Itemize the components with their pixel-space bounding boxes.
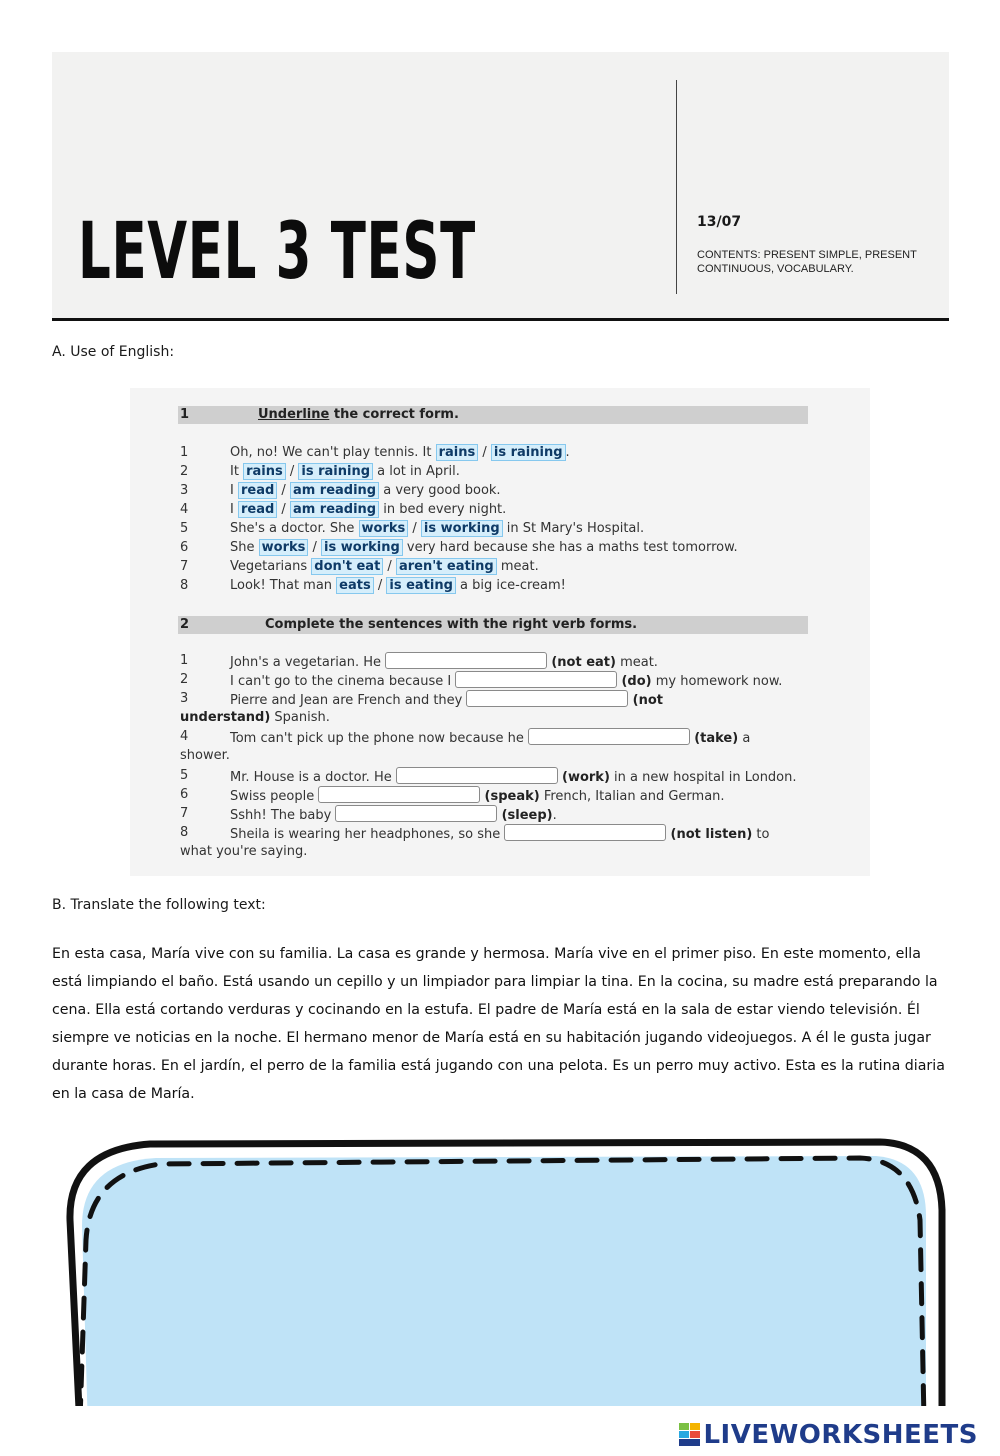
- exercise-2-item: [178, 786, 810, 804]
- exercise-2-item: [178, 671, 810, 689]
- item-text: I read / am reading a very good book.: [230, 483, 501, 498]
- item-text: It rains / is raining a lot in April.: [230, 464, 460, 479]
- verb-hint: (speak): [484, 789, 540, 804]
- exercise-2-item: [178, 652, 810, 670]
- item-number: 5: [180, 768, 189, 783]
- verb-hint: (take): [694, 731, 739, 746]
- item-text: Tom can't pick up the phone now because he (take) a: [230, 728, 750, 748]
- item-text: Mr. House is a doctor. He (work) in a new hospital in London.: [230, 767, 797, 787]
- contents-note: CONTENTS: PRESENT SIMPLE, PRESENT CONTINUOUS, VOCABULARY.: [697, 249, 917, 275]
- option-1[interactable]: eats: [336, 577, 374, 594]
- option-1[interactable]: rains: [243, 463, 286, 480]
- item-number: 2: [180, 672, 189, 687]
- item-number: 8: [180, 578, 189, 593]
- option-1[interactable]: read: [238, 482, 277, 499]
- verb-hint: (do): [621, 674, 652, 689]
- option-2[interactable]: is raining: [298, 463, 373, 480]
- item-number: 7: [180, 806, 189, 821]
- exercise-2-item: [178, 824, 810, 842]
- item-continuation: what you're saying.: [180, 844, 308, 859]
- exercise-2-item: [178, 728, 810, 746]
- verb-hint: (not: [632, 693, 663, 708]
- item-text: John's a vegetarian. He (not eat) meat.: [230, 652, 658, 672]
- verb-hint: (work): [562, 770, 610, 785]
- verb-hint: (not listen): [670, 827, 753, 842]
- verb-hint: (sleep): [501, 808, 553, 823]
- item-number: 1: [180, 653, 189, 668]
- answer-input[interactable]: [335, 805, 497, 822]
- item-text: Swiss people (speak) French, Italian and German.: [230, 786, 725, 806]
- option-2[interactable]: is working: [321, 539, 403, 556]
- answer-input[interactable]: [455, 671, 617, 688]
- option-1[interactable]: rains: [436, 444, 479, 461]
- option-2[interactable]: is working: [421, 520, 503, 537]
- answer-input[interactable]: [318, 786, 480, 803]
- item-number: 4: [180, 729, 189, 744]
- item-number: 6: [180, 787, 189, 802]
- page-title: LEVEL 3 TEST: [78, 207, 476, 297]
- exercise-1-number: 1: [180, 407, 190, 422]
- item-text: She's a doctor. She works / is working in St Mary's Hospital.: [230, 521, 645, 536]
- exercise-2-number: 2: [180, 617, 190, 632]
- option-1[interactable]: don't eat: [311, 558, 383, 575]
- item-text: She works / is working very hard because she has a maths test tomorrow.: [230, 540, 738, 555]
- exercise-1-item: [178, 482, 810, 500]
- item-text: Pierre and Jean are French and they (not: [230, 690, 663, 710]
- exercise-1-header: [178, 406, 808, 424]
- verb-hint: (not eat): [551, 655, 616, 670]
- exercise-1-item: [178, 444, 810, 462]
- exercise-2-item: [178, 767, 810, 785]
- option-1[interactable]: works: [259, 539, 309, 556]
- item-continuation: understand) Spanish.: [180, 710, 330, 725]
- answer-box-fill: [82, 1156, 926, 1410]
- answer-input[interactable]: [466, 690, 628, 707]
- exercise-1-item: [178, 539, 810, 557]
- item-number: 7: [180, 559, 189, 574]
- exercise-sheet: [130, 388, 870, 876]
- item-number: 4: [180, 502, 189, 517]
- answer-input[interactable]: [504, 824, 666, 841]
- option-1[interactable]: read: [238, 501, 277, 518]
- item-text: Oh, no! We can't play tennis. It rains / is raining .: [230, 445, 570, 460]
- option-2[interactable]: aren't eating: [396, 558, 497, 575]
- exercise-1-item: [178, 501, 810, 519]
- header-rule: [52, 318, 949, 321]
- exercise-2-item: [178, 690, 810, 708]
- section-a-heading: A. Use of English:: [52, 344, 175, 360]
- exercise-1-item: [178, 463, 810, 481]
- exercise-1-title: Underline the correct form.: [258, 407, 459, 422]
- test-date: 13/07: [697, 214, 742, 230]
- logo-grid-icon: [679, 1423, 701, 1447]
- option-2[interactable]: is eating: [386, 577, 456, 594]
- item-number: 6: [180, 540, 189, 555]
- exercise-2-item: [178, 805, 810, 823]
- answer-input[interactable]: [528, 728, 690, 745]
- item-number: 2: [180, 464, 189, 479]
- item-number: 3: [180, 691, 189, 706]
- section-b-heading: B. Translate the following text:: [52, 897, 266, 913]
- option-2[interactable]: am reading: [290, 501, 379, 518]
- item-text: I can't go to the cinema because I (do) my homework now.: [230, 671, 782, 691]
- answer-text-area[interactable]: [60, 1130, 960, 1410]
- answer-input[interactable]: [385, 652, 547, 669]
- item-number: 5: [180, 521, 189, 536]
- translation-text: En esta casa, María vive con su familia. La casa es grande y hermosa. María vive en el primer piso. En este momento, ella está limpiando el baño. Está usando un cepillo y un limpiador para limpiar la tina. En la cocina, su madre está preparando la cena. Ella está cortando verduras y cocinando en la estufa. El padre de María está en la sala de estar viendo televisión. Él siempre ve noticias en la noche. El hermano menor de María está en su habitación jugando videojuegos. A él le gusta jugar durante horas. En el jardín, el perro de la familia está jugando con una pelota. Es un perro muy activo. Esta es la rutina diaria en la casa de María.: [52, 946, 945, 1102]
- option-2[interactable]: is raining: [491, 444, 566, 461]
- item-number: 3: [180, 483, 189, 498]
- item-text: Vegetarians don't eat / aren't eating meat.: [230, 559, 539, 574]
- exercise-2-header: [178, 616, 808, 634]
- item-text: Sshh! The baby (sleep).: [230, 805, 557, 825]
- item-continuation: shower.: [180, 748, 230, 763]
- item-number: 1: [180, 445, 189, 460]
- exercise-1-item: [178, 558, 810, 576]
- liveworksheets-logo: LIVEWORKSHEETS: [679, 1420, 978, 1450]
- exercise-1-item: [178, 520, 810, 538]
- exercise-1-item: [178, 577, 810, 595]
- header-divider: [676, 80, 677, 294]
- option-1[interactable]: works: [359, 520, 409, 537]
- exercise-2-title: Complete the sentences with the right verb forms.: [265, 617, 638, 632]
- answer-input[interactable]: [396, 767, 558, 784]
- item-text: I read / am reading in bed every night.: [230, 502, 507, 517]
- option-2[interactable]: am reading: [290, 482, 379, 499]
- item-number: 8: [180, 825, 189, 840]
- item-text: Look! That man eats / is eating a big ice-cream!: [230, 578, 566, 593]
- item-text: Sheila is wearing her headphones, so she (not listen) to: [230, 824, 769, 844]
